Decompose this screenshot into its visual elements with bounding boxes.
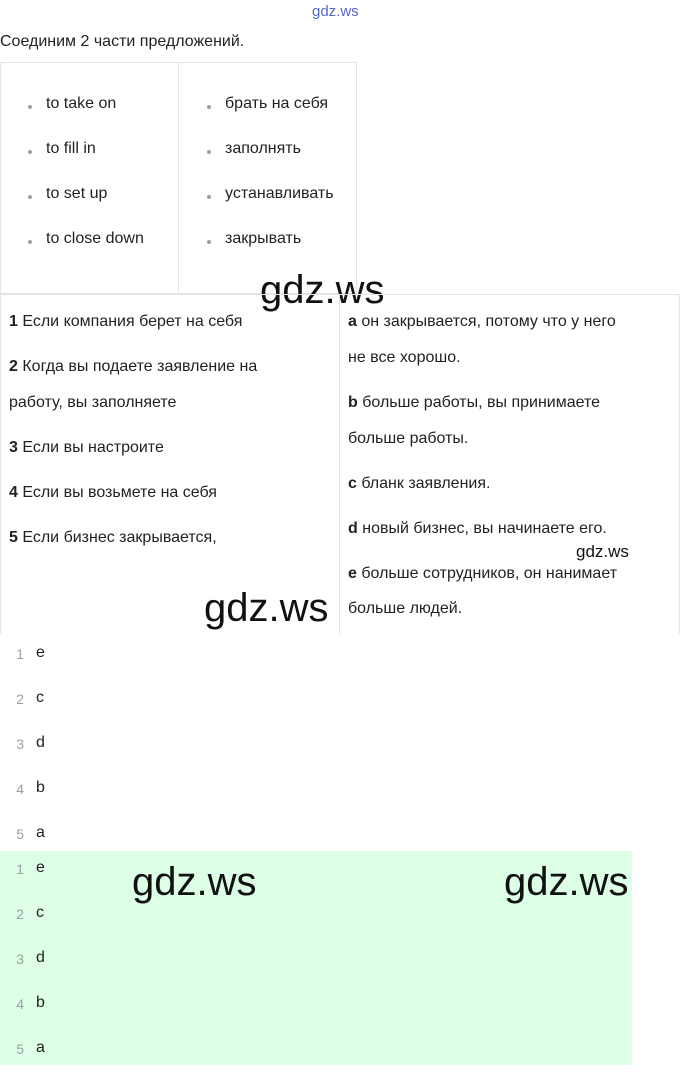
list-item bbox=[28, 95, 144, 140]
vocabulary-table bbox=[0, 62, 357, 294]
bullet-icon bbox=[207, 105, 211, 109]
answer-row bbox=[0, 994, 632, 1039]
sentence-line bbox=[348, 421, 673, 457]
word-english: to fill in bbox=[46, 140, 96, 157]
answer-row bbox=[0, 949, 632, 994]
sentence-letter: e bbox=[348, 565, 357, 582]
sentence-letter: b bbox=[348, 394, 358, 411]
answer-row bbox=[0, 644, 680, 689]
watermark: gdz.ws bbox=[260, 268, 385, 312]
sentence-line bbox=[348, 591, 673, 627]
sentence-number: 2 bbox=[9, 358, 18, 375]
word-russian: заполнять bbox=[225, 140, 301, 157]
sentence-endings-column bbox=[340, 295, 680, 634]
answer-value: d bbox=[36, 949, 45, 966]
bullet-icon bbox=[207, 195, 211, 199]
sentence-beginnings-column bbox=[0, 295, 340, 634]
russian-word-list bbox=[207, 95, 334, 275]
english-column bbox=[1, 63, 179, 293]
sentence-line bbox=[348, 466, 673, 502]
word-english: to close down bbox=[46, 230, 144, 247]
answer-number: 1 bbox=[16, 646, 24, 662]
answer-number: 4 bbox=[16, 781, 24, 797]
sentence-text: Если вы настроите bbox=[17, 439, 164, 456]
russian-column bbox=[179, 63, 356, 293]
sentence-line bbox=[9, 430, 329, 466]
answer-value: b bbox=[36, 994, 45, 1011]
answer-number: 5 bbox=[16, 1041, 24, 1057]
sentences-table bbox=[0, 294, 680, 634]
answer-number: 5 bbox=[16, 826, 24, 842]
answer-value: d bbox=[36, 734, 45, 751]
sentence-text: бланк заявления. bbox=[356, 475, 491, 492]
watermark: gdz.ws bbox=[204, 586, 329, 630]
sentence-number: 4 bbox=[9, 484, 18, 501]
word-russian: закрывать bbox=[225, 230, 302, 247]
answer-number: 3 bbox=[16, 736, 24, 752]
sentence-text: он закрывается, потому что у него bbox=[356, 313, 616, 330]
list-item bbox=[207, 95, 334, 140]
answer-value: a bbox=[36, 1039, 45, 1056]
sentence-text: не все хорошо. bbox=[348, 349, 461, 366]
answer-value: c bbox=[36, 689, 44, 706]
watermark: gdz.ws bbox=[504, 860, 629, 904]
answer-row bbox=[0, 779, 680, 824]
answer-value: b bbox=[36, 779, 45, 796]
bullet-icon bbox=[28, 240, 32, 244]
answer-row bbox=[0, 1039, 632, 1084]
sentence-letter: d bbox=[348, 520, 358, 537]
sentence-line bbox=[348, 385, 673, 421]
sentence-line bbox=[9, 475, 329, 511]
answer-row bbox=[0, 904, 632, 949]
watermark: gdz.ws bbox=[132, 860, 257, 904]
list-item bbox=[207, 140, 334, 185]
sentence-line bbox=[348, 304, 673, 340]
sentence-text: больше людей. bbox=[348, 600, 463, 617]
sentence-text: больше работы, вы принимаете bbox=[357, 394, 601, 411]
intro-text: Соединим 2 части предложений. bbox=[0, 33, 245, 50]
answer-number: 4 bbox=[16, 996, 24, 1012]
answer-row bbox=[0, 734, 680, 779]
bullet-icon bbox=[28, 105, 32, 109]
english-word-list bbox=[28, 95, 144, 275]
sentence-text: больше сотрудников, он нанимает bbox=[356, 565, 618, 582]
sentence-line bbox=[348, 340, 673, 376]
answer-row bbox=[0, 689, 680, 734]
list-item bbox=[207, 185, 334, 230]
sentence-number: 5 bbox=[9, 529, 18, 546]
sentence-letter: c bbox=[348, 475, 357, 492]
bullet-icon bbox=[28, 195, 32, 199]
sentence-text: Если бизнес закрывается, bbox=[17, 529, 217, 546]
answer-number: 3 bbox=[16, 951, 24, 967]
answer-number: 2 bbox=[16, 691, 24, 707]
answer-value: a bbox=[36, 824, 45, 841]
watermark-top: gdz.ws bbox=[312, 3, 359, 20]
answer-number: 1 bbox=[16, 861, 24, 877]
bullet-icon bbox=[28, 150, 32, 154]
answer-number: 2 bbox=[16, 906, 24, 922]
word-english: to take on bbox=[46, 95, 117, 112]
watermark-small: gdz.ws bbox=[576, 542, 629, 561]
list-item bbox=[28, 185, 144, 230]
answer-value: e bbox=[36, 859, 45, 876]
sentence-number: 3 bbox=[9, 439, 18, 456]
sentence-line bbox=[9, 304, 329, 340]
list-item bbox=[28, 230, 144, 275]
bullet-icon bbox=[207, 150, 211, 154]
word-russian: брать на себя bbox=[225, 95, 329, 112]
word-russian: устанавливать bbox=[225, 185, 334, 202]
bullet-icon bbox=[207, 240, 211, 244]
sentence-text: работу, вы заполняете bbox=[9, 394, 177, 411]
sentence-text: Когда вы подаете заявление на bbox=[17, 358, 258, 375]
sentence-number: 1 bbox=[9, 313, 18, 330]
word-english: to set up bbox=[46, 185, 108, 202]
sentence-line bbox=[9, 349, 329, 385]
sentence-letter: a bbox=[348, 313, 357, 330]
sentence-text: Если вы возьмете на себя bbox=[17, 484, 217, 501]
sentence-text: новый бизнес, вы начинаете его. bbox=[357, 520, 607, 537]
answer-list bbox=[0, 644, 680, 869]
answer-value: c bbox=[36, 904, 44, 921]
sentence-line bbox=[9, 520, 329, 556]
list-item bbox=[28, 140, 144, 185]
sentence-line bbox=[9, 385, 329, 421]
sentence-text: Если компания берет на себя bbox=[17, 313, 243, 330]
sentence-text: больше работы. bbox=[348, 430, 469, 447]
answer-value: e bbox=[36, 644, 45, 661]
